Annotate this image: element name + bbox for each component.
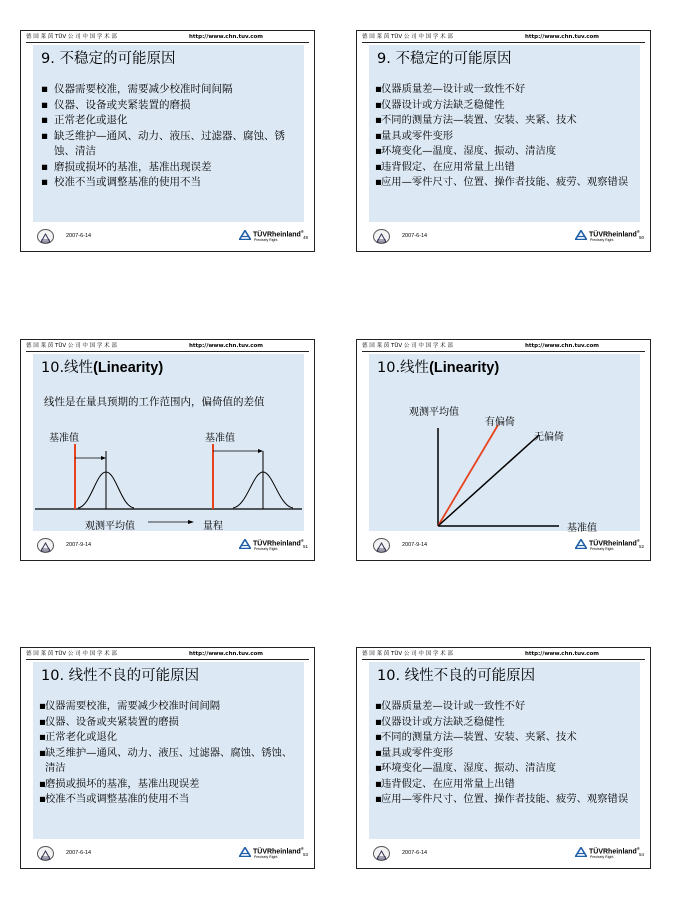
registered-mark: ® — [300, 229, 304, 234]
company-name: 德 国 莱 茵 TÜV 公 司 中 国 学 术 部 — [362, 34, 453, 40]
bullet-list — [39, 699, 301, 808]
linearity-definition: 线性是在量具预期的工作范围内，偏倚值的差值 — [44, 396, 265, 408]
slide-date: 2007-6-14 — [402, 233, 428, 239]
list-item — [375, 113, 637, 129]
slide-title: 10. 线性不良的可能原因 — [41, 668, 200, 684]
list-item-text: 仪器设计或方法缺乏稳健性 — [381, 98, 505, 111]
bullet-icon: ▪ — [41, 129, 49, 142]
tuv-logo — [239, 537, 304, 553]
bullet-icon: ▪ — [375, 777, 382, 790]
list-item-text: 正常老化或退化 — [54, 114, 128, 126]
list-item — [41, 82, 299, 98]
header-url[interactable]: http://www.chn.tuv.com — [189, 651, 264, 657]
bullet-icon: ▪ — [375, 762, 382, 774]
page-number: 50 — [639, 235, 645, 240]
company-name: 德 国 莱 茵 TÜV 公 司 中 国 学 术 部 — [26, 343, 117, 349]
slide-54 — [356, 647, 651, 869]
list-item-text: 环境变化—温度、湿度、振动、清洁度 — [381, 762, 557, 774]
tuv-brand — [589, 846, 640, 855]
tuv-brand-text: TÜVRheinland — [589, 540, 637, 548]
list-item-text: 仪器需要校准，需要减少校准时间间隔 — [45, 700, 221, 712]
content-panel — [33, 662, 304, 839]
bullet-icon: ▪ — [41, 83, 49, 95]
header-divider — [362, 659, 645, 660]
bias-arrowhead-1 — [101, 456, 106, 460]
tuv-brand-text: TÜVRheinland — [253, 231, 301, 239]
content-panel — [33, 45, 304, 222]
header-divider — [362, 351, 645, 352]
bullet-icon: ▪ — [41, 114, 49, 126]
tuv-brand — [253, 229, 304, 238]
slide-header — [26, 33, 309, 42]
list-item — [375, 792, 637, 808]
tuv-triangle-icon — [575, 539, 587, 549]
bullet-icon: ▪ — [375, 98, 382, 111]
list-item-text: 环境变化—温度、湿度、振动、清洁度 — [381, 145, 557, 157]
tuv-triangle-icon — [239, 847, 251, 857]
tuv-brand — [589, 229, 640, 238]
slide-49 — [20, 30, 315, 252]
list-item — [39, 746, 301, 777]
registered-mark: ® — [300, 538, 304, 543]
bullet-icon: ▪ — [375, 129, 382, 142]
slide-date: 2007-6-14 — [66, 850, 92, 856]
list-item — [375, 730, 637, 746]
slide-footer — [357, 221, 650, 251]
list-item-text: 违背假定、在应用常量上出错 — [381, 160, 515, 173]
tuv-brand-text: TÜVRheinland — [253, 540, 301, 548]
list-item-text: 缺乏维护—通风、动力、液压、过滤器、腐蚀、锈蚀、清洁 — [54, 129, 285, 157]
tuv-triangle-icon — [239, 539, 251, 549]
list-item-text: 校准不当或调整基准的使用不当 — [54, 176, 201, 188]
tuv-tagline: Precisely Right. — [254, 238, 279, 242]
title-number: 10.线性 — [377, 360, 430, 376]
slide-header — [362, 650, 645, 659]
bias-arrowhead-2 — [258, 449, 263, 453]
list-item — [375, 144, 637, 160]
header-url[interactable]: http://www.chn.tuv.com — [525, 651, 600, 657]
bullet-icon: ▪ — [39, 731, 46, 743]
institute-logo-icon — [373, 229, 390, 244]
list-item-text: 磨损或损坏的基准，基准出现误差 — [45, 777, 200, 790]
page-number: 49 — [303, 235, 309, 240]
bullet-list — [41, 82, 299, 191]
list-item — [375, 175, 637, 191]
list-item — [375, 699, 637, 715]
institute-logo-icon — [373, 538, 390, 553]
slide-footer — [357, 838, 650, 868]
list-item-text: 正常老化或退化 — [45, 731, 118, 743]
list-item — [41, 98, 299, 114]
slide-50 — [356, 30, 651, 252]
bullet-icon: ▪ — [41, 176, 49, 188]
company-name: 德 国 莱 茵 TÜV 公 司 中 国 学 术 部 — [362, 343, 453, 349]
list-item-text: 仪器质量差—设计或一致性不好 — [381, 700, 526, 712]
list-item — [39, 792, 301, 808]
bullet-icon: ▪ — [375, 746, 382, 759]
title-number: 10.线性 — [41, 360, 94, 376]
tuv-logo — [575, 228, 640, 244]
slide-header — [362, 342, 645, 351]
bullet-icon: ▪ — [39, 746, 46, 759]
list-item — [41, 129, 299, 160]
reference-label-1: 基准值 — [49, 433, 79, 444]
list-item — [39, 777, 301, 793]
list-item — [375, 761, 637, 777]
bullet-icon: ▪ — [375, 145, 382, 157]
tuv-tagline: Precisely Right. — [590, 855, 615, 859]
slide-date: 2007-9-14 — [66, 542, 92, 548]
registered-mark: ® — [636, 846, 640, 851]
tuv-brand-text: TÜVRheinland — [253, 848, 301, 856]
tuv-triangle-icon — [239, 230, 251, 240]
content-panel — [33, 354, 304, 531]
page-number: 52 — [639, 544, 645, 549]
slide-date: 2007-6-14 — [402, 850, 428, 856]
tuv-tagline: Precisely Right. — [590, 238, 615, 242]
list-item — [41, 113, 299, 129]
content-panel — [369, 354, 640, 534]
page-number: 54 — [639, 852, 645, 857]
list-item — [375, 746, 637, 762]
biased-label: 有偏倚 — [485, 417, 515, 428]
list-item-text: 不同的测量方法—装置、安装、夹紧、技术 — [381, 114, 577, 126]
list-item — [41, 175, 299, 191]
bullet-icon: ▪ — [375, 114, 382, 126]
bullet-icon: ▪ — [375, 83, 382, 95]
list-item — [375, 129, 637, 145]
header-divider — [26, 351, 309, 352]
slide-title: 9. 不稳定的可能原因 — [41, 51, 176, 67]
registered-mark: ® — [636, 538, 640, 543]
tuv-tagline: Precisely Right. — [254, 547, 279, 551]
unbiased-line — [438, 435, 539, 526]
range-label: 量程 — [203, 521, 223, 532]
list-item-text: 应用—零件尺寸、位置、操作者技能、疲劳、观察错误 — [381, 793, 629, 805]
bullet-icon: ▪ — [375, 793, 382, 805]
list-item-text: 违背假定、在应用常量上出错 — [381, 777, 515, 790]
slide-title: 10. 线性不良的可能原因 — [377, 668, 536, 684]
list-item-text: 校准不当或调整基准的使用不当 — [45, 793, 190, 805]
list-item-text: 量具或零件变形 — [381, 746, 454, 759]
tuv-brand — [253, 846, 304, 855]
title-english: (Linearity) — [93, 360, 164, 376]
bullet-icon: ▪ — [39, 700, 46, 712]
list-item-text: 不同的测量方法—装置、安装、夹紧、技术 — [381, 731, 577, 743]
tuv-tagline: Precisely Right. — [254, 855, 279, 859]
linearity-chart — [369, 354, 640, 531]
bullet-icon: ▪ — [41, 160, 49, 173]
header-divider — [362, 42, 645, 43]
bullet-icon: ▪ — [39, 793, 46, 805]
slide-date: 2007-6-14 — [66, 233, 92, 239]
range-arrowhead — [188, 520, 194, 524]
list-item-text: 仪器质量差—设计或一致性不好 — [381, 83, 526, 95]
slide-52 — [356, 339, 651, 561]
company-name: 德 国 莱 茵 TÜV 公 司 中 国 学 术 部 — [26, 651, 117, 657]
list-item — [375, 777, 637, 793]
list-item-text: 仪器、设备或夹紧装置的磨损 — [54, 98, 191, 111]
institute-logo-icon — [37, 538, 54, 553]
registered-mark: ® — [636, 229, 640, 234]
bullet-icon: ▪ — [375, 176, 382, 188]
tuv-brand-text: TÜVRheinland — [589, 848, 637, 856]
list-item — [375, 715, 637, 731]
list-item — [39, 715, 301, 731]
page-number: 51 — [303, 544, 309, 549]
bullet-icon: ▪ — [375, 700, 382, 712]
tuv-brand-text: TÜVRheinland — [589, 231, 637, 239]
biased-line — [438, 425, 498, 526]
header-divider — [26, 42, 309, 43]
page-number: 53 — [303, 852, 309, 857]
slide-title: 9. 不稳定的可能原因 — [377, 51, 512, 67]
slide-51 — [20, 339, 315, 561]
slide-date: 2007-9-14 — [402, 542, 428, 548]
slide-header — [26, 650, 309, 659]
tuv-logo — [239, 845, 304, 861]
list-item — [375, 160, 637, 176]
list-item-text: 仪器、设备或夹紧装置的磨损 — [45, 715, 179, 728]
bullet-list — [375, 82, 637, 191]
tuv-tagline: Precisely Right. — [590, 547, 615, 551]
list-item-text: 应用—零件尺寸、位置、操作者技能、疲劳、观察错误 — [381, 176, 629, 188]
slide-footer — [21, 838, 314, 868]
tuv-logo — [239, 228, 304, 244]
list-item — [39, 699, 301, 715]
company-name: 德 国 莱 茵 TÜV 公 司 中 国 学 术 部 — [362, 651, 453, 657]
institute-logo-icon — [37, 846, 54, 861]
header-url[interactable]: http://www.chn.tuv.com — [189, 34, 264, 40]
company-name: 德 国 莱 茵 TÜV 公 司 中 国 学 术 部 — [26, 34, 117, 40]
slide-footer — [21, 221, 314, 251]
bullet-icon: ▪ — [41, 98, 49, 111]
list-item — [375, 82, 637, 98]
content-panel — [369, 45, 640, 222]
list-item-text: 缺乏维护—通风、动力、液压、过滤器、腐蚀、锈蚀、清洁 — [45, 746, 293, 774]
tuv-triangle-icon — [575, 847, 587, 857]
x-axis-label: 基准值 — [567, 523, 597, 534]
slide-header — [26, 342, 309, 351]
reference-label-2: 基准值 — [205, 433, 235, 444]
list-item-text: 磨损或损坏的基准，基准出现误差 — [54, 160, 212, 173]
list-item — [41, 160, 299, 176]
list-item-text: 仪器设计或方法缺乏稳健性 — [381, 715, 505, 728]
bullet-icon: ▪ — [375, 731, 382, 743]
tuv-brand — [589, 538, 640, 547]
slide-footer — [357, 530, 650, 560]
list-item-text: 仪器需要校准，需要减少校准时间间隔 — [54, 83, 233, 95]
header-url[interactable]: http://www.chn.tuv.com — [189, 343, 264, 349]
y-axis-label: 观测平均值 — [409, 407, 459, 418]
list-item-text: 量具或零件变形 — [381, 129, 454, 142]
unbiased-label: 无偏倚 — [534, 432, 564, 443]
bullet-icon: ▪ — [39, 777, 46, 790]
slide-53 — [20, 647, 315, 869]
registered-mark: ® — [300, 846, 304, 851]
tuv-logo — [575, 845, 640, 861]
slide-header — [362, 33, 645, 42]
bullet-icon: ▪ — [375, 160, 382, 173]
tuv-logo — [575, 537, 640, 553]
title-english: (Linearity) — [429, 360, 500, 376]
content-panel — [369, 662, 640, 839]
slide-footer — [21, 530, 314, 560]
list-item — [375, 98, 637, 114]
mean-label: 观测平均值 — [85, 521, 135, 532]
bullet-icon: ▪ — [39, 715, 46, 728]
header-divider — [26, 659, 309, 660]
bullet-icon: ▪ — [375, 715, 382, 728]
bullet-list — [375, 699, 637, 808]
tuv-triangle-icon — [575, 230, 587, 240]
institute-logo-icon — [37, 229, 54, 244]
header-url[interactable]: http://www.chn.tuv.com — [525, 34, 600, 40]
institute-logo-icon — [373, 846, 390, 861]
header-url[interactable]: http://www.chn.tuv.com — [525, 343, 600, 349]
tuv-brand — [253, 538, 304, 547]
list-item — [39, 730, 301, 746]
